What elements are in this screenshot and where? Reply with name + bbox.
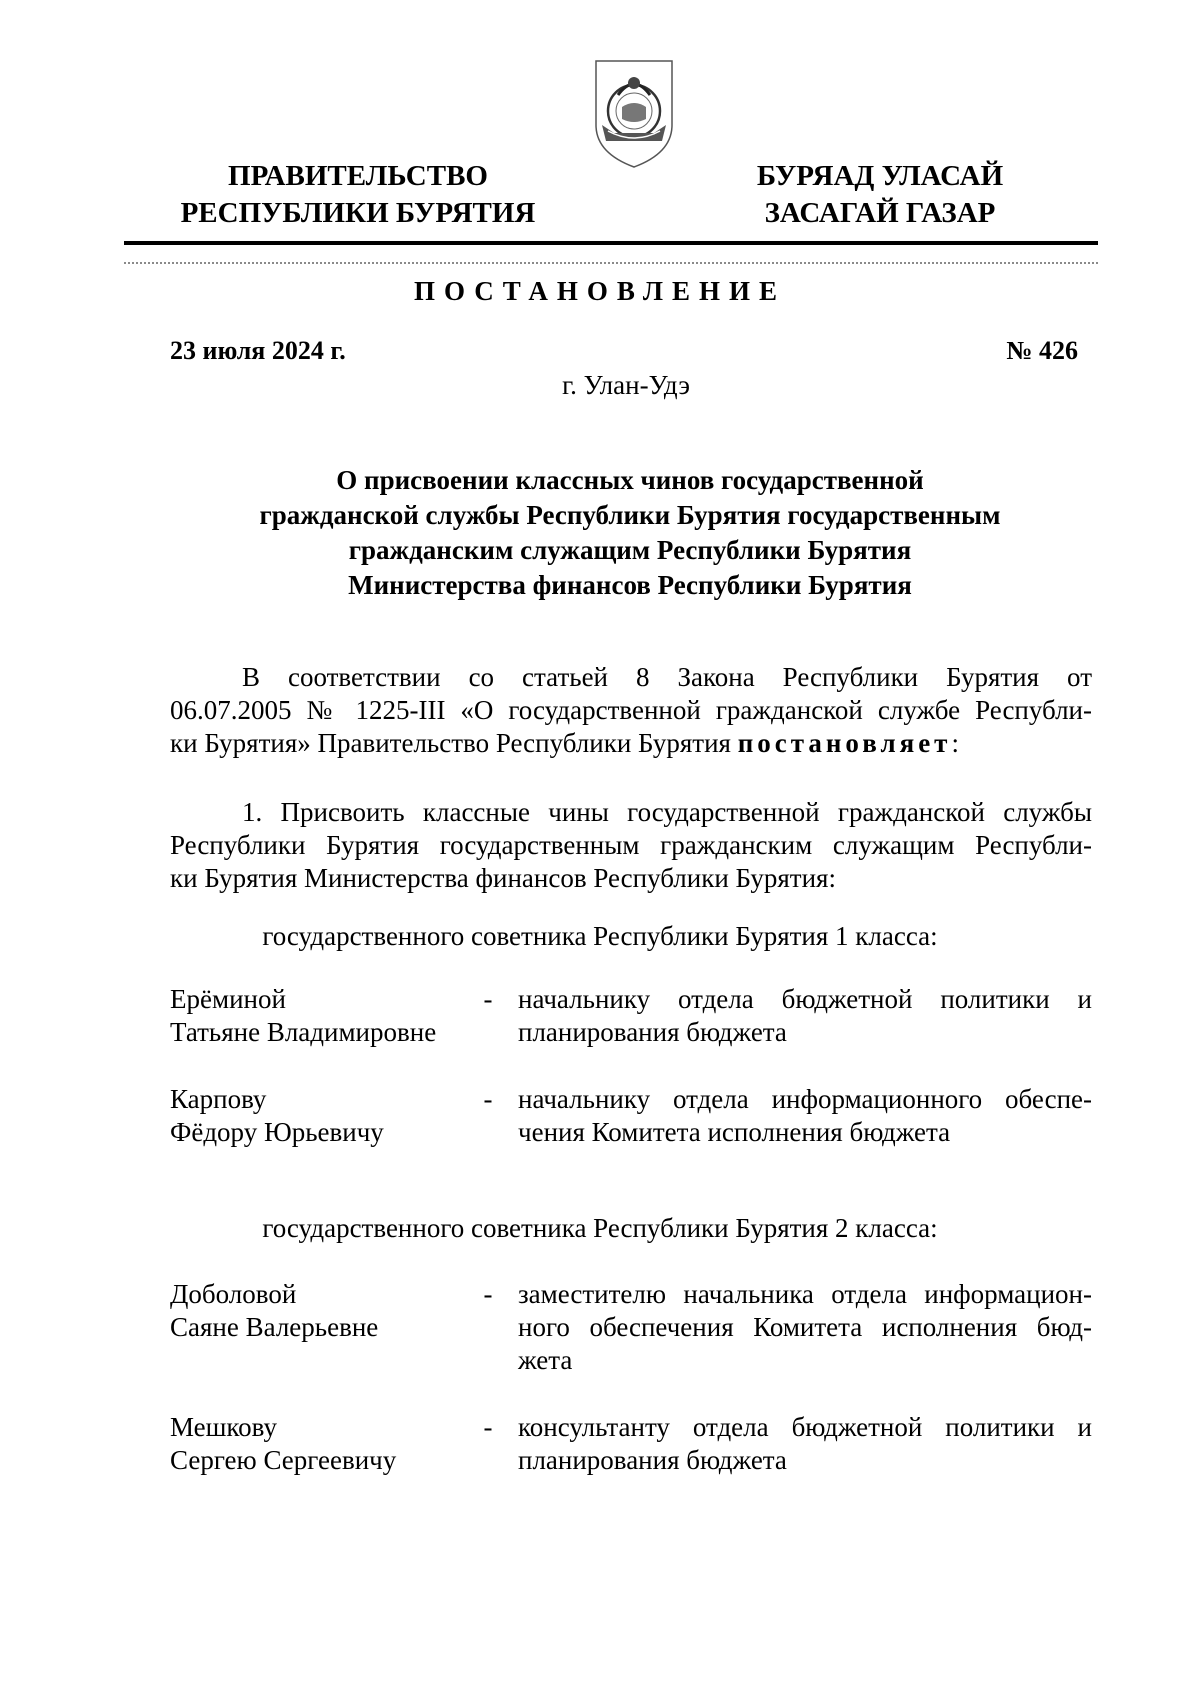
person-name bbox=[170, 1278, 470, 1344]
position-line: планирования бюджета bbox=[518, 1017, 787, 1047]
surname: Ерёминой bbox=[170, 984, 286, 1014]
person-position bbox=[518, 1083, 1092, 1149]
dash: - bbox=[483, 1412, 493, 1442]
position-line: жета bbox=[518, 1345, 573, 1375]
rank-heading: государственного советника Республики Бурятия 2 класса: bbox=[262, 1213, 938, 1243]
position-line: планирования бюджета bbox=[518, 1445, 787, 1475]
document-date: 23 июля 2024 г. bbox=[170, 336, 346, 365]
person-position bbox=[518, 983, 1092, 1049]
dash: - bbox=[483, 1279, 493, 1309]
issuer-title-line: ПРАВИТЕЛЬСТВО bbox=[228, 160, 488, 192]
issuer-title-line: ЗАСАГАЙ ГАЗАР bbox=[764, 197, 996, 229]
person-name bbox=[170, 1411, 470, 1477]
document-type: ПОСТАНОВЛЕНИЕ bbox=[413, 276, 787, 306]
given-names: Фёдору Юрьевичу bbox=[170, 1117, 384, 1147]
title-line: О присвоении классных чинов государственной bbox=[336, 465, 924, 495]
title-line: гражданской службы Республики Бурятия государственным bbox=[259, 500, 1001, 530]
paragraph-line: 06.07.2005 № 1225-III «О государственной гражданской службе Республи- bbox=[170, 695, 1092, 725]
issuer-title-line: БУРЯАД УЛАСАЙ bbox=[756, 160, 1004, 192]
person-name bbox=[170, 1083, 470, 1149]
dash: - bbox=[483, 1084, 493, 1114]
given-names: Татьяне Владимировне bbox=[170, 1017, 437, 1047]
person-position bbox=[518, 1411, 1092, 1477]
person-name bbox=[170, 983, 470, 1049]
paragraph-line: ки Бурятия Министерства финансов Республики Бурятия: bbox=[170, 863, 836, 893]
paragraph-text: : bbox=[951, 728, 959, 758]
surname: Карпову bbox=[170, 1084, 267, 1114]
position-line: заместителю начальника отдела информацион- bbox=[518, 1279, 1092, 1309]
position-line: ного обеспечения Комитета исполнения бюд- bbox=[518, 1312, 1092, 1342]
document-number: № 426 bbox=[1006, 336, 1078, 365]
position-line: начальнику отдела информационного обеспе- bbox=[518, 1084, 1092, 1114]
item-1-paragraph bbox=[170, 796, 1092, 895]
given-names: Саяне Валерьевне bbox=[170, 1312, 379, 1342]
paragraph-line: 1. Присвоить классные чины государственной гражданской службы bbox=[242, 797, 1092, 827]
rank-heading: государственного советника Республики Бурятия 1 класса: bbox=[262, 921, 938, 951]
surname: Доболовой bbox=[170, 1279, 297, 1309]
header-divider-thin bbox=[124, 262, 1098, 264]
paragraph-line: В соответствии со статьей 8 Закона Республики Бурятия от bbox=[242, 662, 1092, 692]
person-position bbox=[518, 1278, 1092, 1377]
paragraph-line: Республики Бурятия государственным гражданским служащим Республи- bbox=[170, 830, 1092, 860]
paragraph-text: ки Бурятия» Правительство Республики Бурятия bbox=[170, 728, 738, 758]
issuer-title-line: РЕСПУБЛИКИ БУРЯТИЯ bbox=[180, 197, 536, 229]
header-divider-thick bbox=[124, 241, 1098, 245]
position-line: начальнику отдела бюджетной политики и bbox=[518, 984, 1092, 1014]
given-names: Сергею Сергеевичу bbox=[170, 1445, 397, 1475]
paragraph-line bbox=[170, 727, 1092, 760]
title-line: Министерства финансов Республики Бурятия bbox=[348, 570, 912, 600]
position-line: консультанту отдела бюджетной политики и bbox=[518, 1412, 1092, 1442]
document-city: г. Улан-Удэ bbox=[562, 370, 690, 400]
decree-word: постановляет bbox=[737, 728, 952, 758]
coat-of-arms-icon bbox=[588, 55, 680, 173]
dash: - bbox=[483, 984, 493, 1014]
position-line: чения Комитета исполнения бюджета bbox=[518, 1117, 951, 1147]
issuer-title-buryat bbox=[735, 158, 1025, 232]
preamble-paragraph bbox=[170, 661, 1092, 760]
surname: Мешкову bbox=[170, 1412, 277, 1442]
title-line: гражданским служащим Республики Бурятия bbox=[348, 535, 912, 565]
issuer-title-russian bbox=[168, 158, 548, 232]
document-title bbox=[200, 463, 1060, 603]
